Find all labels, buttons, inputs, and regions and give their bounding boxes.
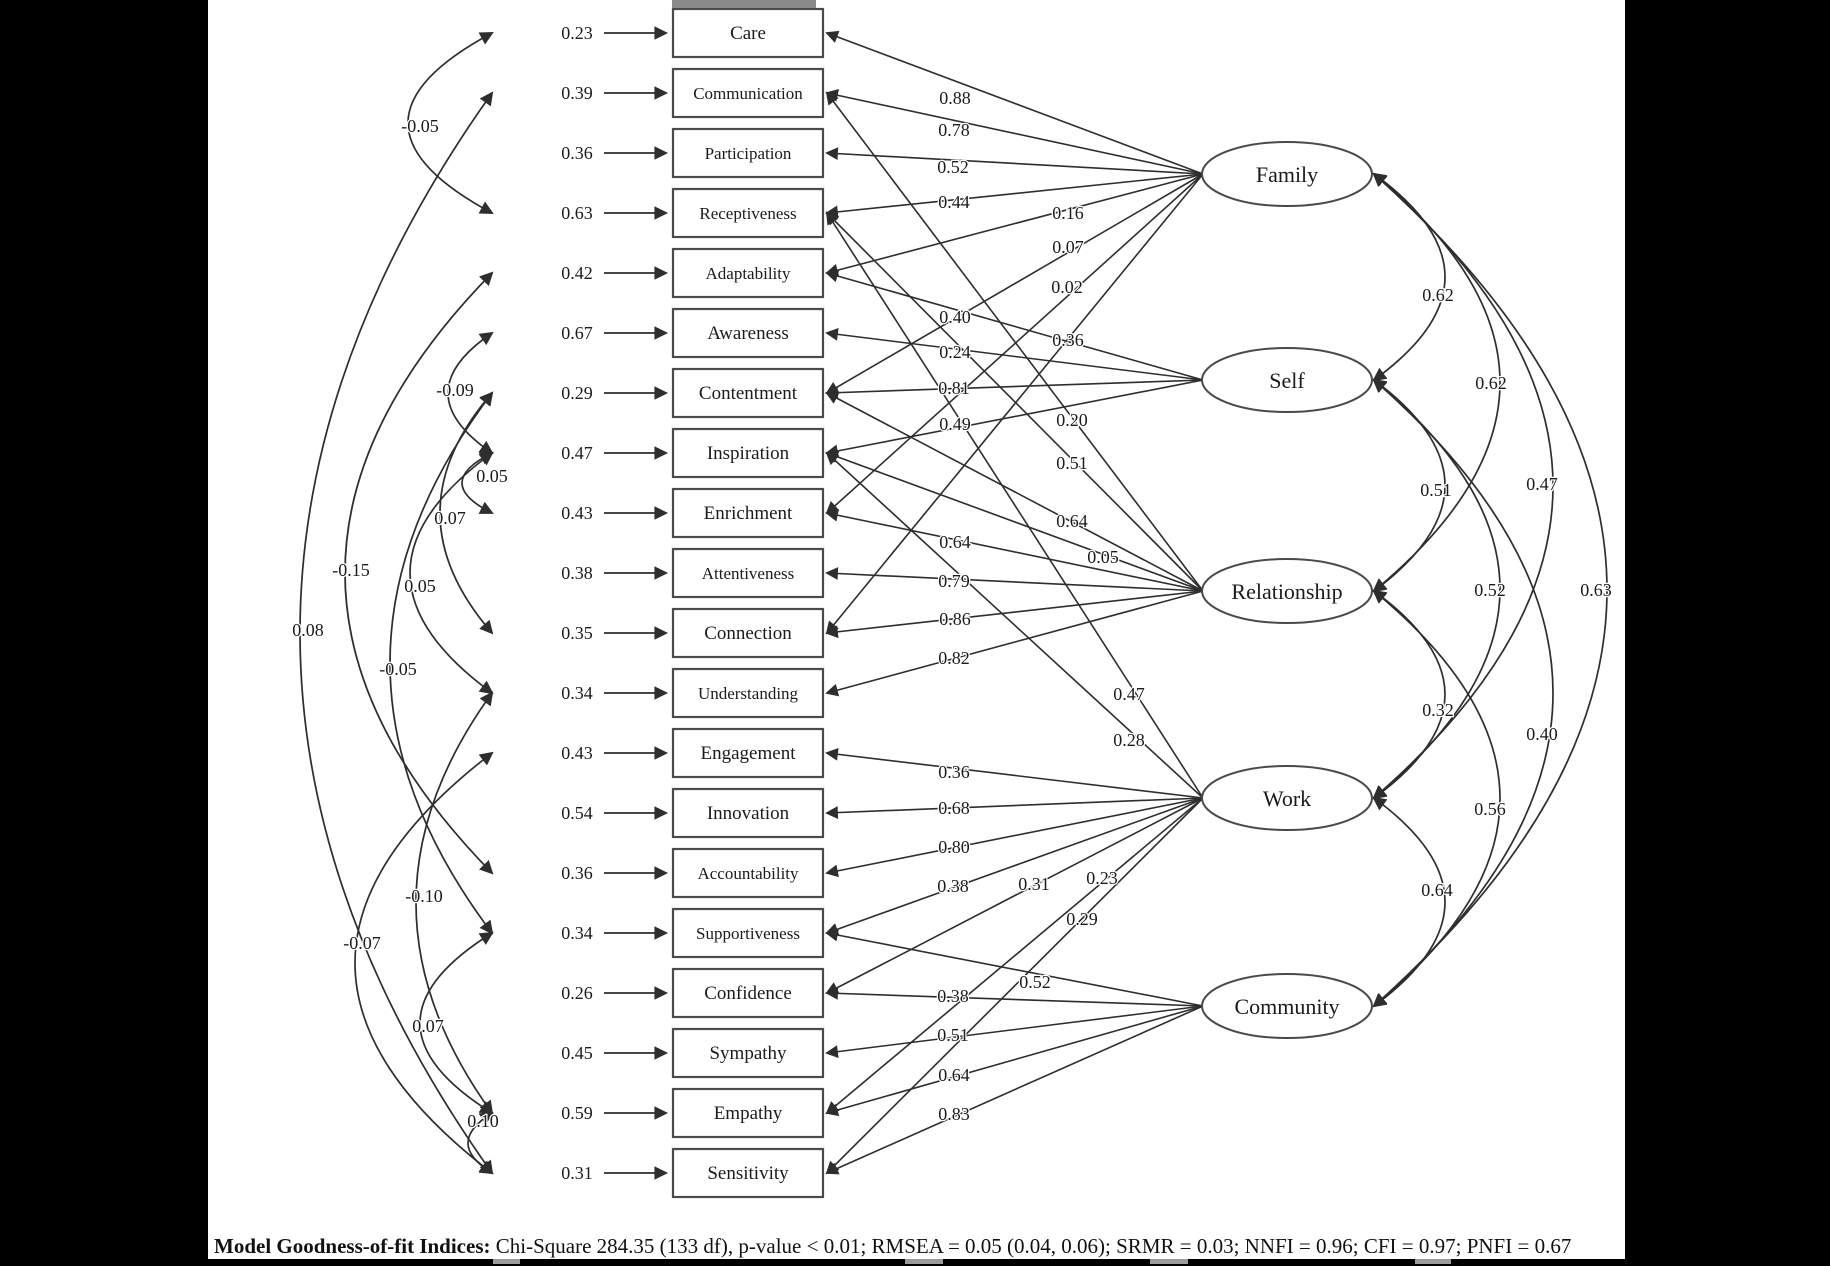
observed-variable-label: Empathy: [713, 1103, 783, 1124]
observed-variable-label: Contentment: [698, 383, 798, 404]
error-covariance-value: -0.09: [436, 380, 474, 400]
factor-loading-value: 0.16: [1052, 203, 1084, 223]
band-notch: [1150, 1259, 1188, 1264]
factor-loading-arrow: [827, 591, 1203, 633]
observed-variable-label: Sensitivity: [707, 1163, 789, 1184]
factor-loading-arrow: [827, 273, 1203, 380]
error-variance-value: 0.31: [561, 1163, 593, 1183]
error-variance-value: 0.35: [561, 623, 593, 643]
observed-variable-label: Enrichment: [703, 503, 793, 524]
observed-variable-label: Attentiveness: [701, 564, 795, 583]
factor-loading-arrow: [827, 174, 1203, 513]
factor-loading-arrow: [827, 153, 1203, 174]
factor-loading-value: 0.38: [937, 986, 969, 1006]
observed-variable-label: Understanding: [697, 684, 799, 703]
factor-loading-arrow: [827, 798, 1203, 993]
factor-loading-value: 0.64: [938, 1065, 970, 1085]
factor-loading-arrow: [827, 93, 1203, 174]
band-notch: [1415, 1259, 1451, 1264]
factor-loading-value: 0.78: [938, 120, 970, 140]
error-variance-value: 0.26: [561, 983, 593, 1003]
latent-variable-label: Self: [1269, 368, 1305, 393]
error-variance-value: 0.67: [561, 323, 593, 343]
error-variance-value: 0.43: [561, 743, 593, 763]
error-variance-value: 0.34: [561, 683, 593, 703]
error-covariance-value: -0.05: [379, 659, 417, 679]
observed-variable-label: Sympathy: [709, 1043, 787, 1064]
error-covariance-value: -0.10: [405, 886, 443, 906]
factor-loading-value: 0.44: [938, 192, 970, 212]
caption-lead: Model Goodness-of-fit Indices:: [214, 1234, 491, 1258]
error-variance-value: 0.59: [561, 1103, 593, 1123]
letterbox-left: [0, 0, 208, 1266]
factor-loading-value: 0.51: [1056, 453, 1088, 473]
error-covariance-value: 0.08: [292, 620, 324, 640]
latent-correlation-value: 0.63: [1580, 580, 1612, 600]
factor-loading-value: 0.47: [1113, 684, 1145, 704]
latent-variable-label: Family: [1255, 162, 1319, 187]
latent-correlation-value: 0.62: [1475, 373, 1507, 393]
error-variance-value: 0.23: [561, 23, 593, 43]
factor-loading-value: 0.29: [1066, 909, 1098, 929]
caption-rest: Chi-Square 284.35 (133 df), p-value < 0.01; RMSEA = 0.05 (0.04, 0.06); SRMR = 0.03; NNFI = 0.96; CFI = 0.97; PNFI = 0.67: [490, 1234, 1572, 1258]
factor-loading-arrow: [827, 798, 1203, 873]
error-covariance-value: -0.05: [401, 116, 439, 136]
factor-loading-value: 0.23: [1086, 868, 1118, 888]
factor-loading-value: 0.28: [1113, 730, 1145, 750]
factor-loading-value: 0.79: [938, 571, 970, 591]
factor-loading-arrow: [827, 573, 1203, 591]
factor-loading-arrow: [827, 333, 1203, 380]
bottom-band: [0, 1259, 1830, 1266]
latent-correlation-value: 0.51: [1420, 480, 1452, 500]
observed-variable-label: Adaptability: [705, 264, 791, 283]
cropped-top-strip: [672, 0, 816, 8]
error-variance-value: 0.63: [561, 203, 593, 223]
factor-loading-value: 0.64: [1056, 511, 1088, 531]
error-variance-value: 0.38: [561, 563, 593, 583]
error-covariance-value: 0.05: [476, 466, 508, 486]
factor-loading-value: 0.49: [939, 414, 971, 434]
error-variance-value: 0.45: [561, 1043, 593, 1063]
band-notch: [905, 1259, 943, 1264]
observed-variable-label: Communication: [693, 84, 803, 103]
latent-variable-label: Relationship: [1231, 579, 1343, 604]
factor-loading-value: 0.40: [939, 307, 971, 327]
factor-loading-value: 0.24: [939, 342, 971, 362]
factor-loading-value: 0.07: [1052, 237, 1084, 257]
observed-variable-label: Supportiveness: [696, 924, 800, 943]
factor-loading-value: 0.36: [1052, 330, 1084, 350]
error-variance-value: 0.54: [561, 803, 593, 823]
factor-loading-arrow: [827, 453, 1203, 591]
observed-variable-label: Engagement: [700, 743, 796, 764]
letterbox-right: [1625, 0, 1830, 1266]
factor-loading-value: 0.20: [1056, 410, 1088, 430]
factor-loading-arrow: [827, 393, 1203, 591]
band-notch: [493, 1259, 520, 1264]
latent-correlation-value: 0.64: [1421, 880, 1453, 900]
factor-loading-value: 0.52: [937, 157, 969, 177]
latent-correlation-value: 0.52: [1474, 580, 1506, 600]
factor-loading-value: 0.31: [1018, 874, 1050, 894]
latent-correlation-value: 0.62: [1422, 285, 1454, 305]
error-covariance-value: 0.10: [467, 1111, 499, 1131]
error-variance-value: 0.34: [561, 923, 593, 943]
observed-variable-label: Accountability: [697, 864, 799, 883]
error-variance-value: 0.36: [561, 143, 593, 163]
factor-loading-arrow: [827, 1006, 1203, 1053]
factor-loading-arrow: [827, 93, 1203, 591]
factor-loading-arrow: [827, 1006, 1203, 1113]
factor-loading-value: 0.38: [937, 876, 969, 896]
error-variance-value: 0.36: [561, 863, 593, 883]
latent-correlation-value: 0.32: [1422, 700, 1454, 720]
error-covariance-value: -0.07: [343, 933, 381, 953]
error-covariance-path: [410, 453, 492, 693]
factor-loading-value: 0.83: [938, 1104, 970, 1124]
factor-loading-arrow: [827, 798, 1203, 1173]
goodness-of-fit-caption: [214, 1234, 1622, 1259]
factor-loading-value: 0.51: [937, 1025, 969, 1045]
factor-loading-arrow: [827, 798, 1203, 1113]
factor-loading-arrow: [827, 213, 1203, 591]
error-variance-value: 0.47: [561, 443, 593, 463]
observed-variable-label: Innovation: [706, 803, 790, 824]
factor-loading-value: 0.52: [1019, 972, 1051, 992]
factor-loading-arrow: [827, 1006, 1203, 1173]
factor-loading-arrow: [827, 798, 1203, 813]
observed-variable-label: Care: [730, 23, 766, 44]
observed-variable-label: Confidence: [704, 983, 792, 1004]
error-covariance-value: 0.05: [404, 576, 436, 596]
error-covariance-path: [300, 93, 492, 1173]
factor-loading-arrow: [827, 174, 1203, 273]
error-variance-value: 0.29: [561, 383, 593, 403]
factor-loading-arrow: [827, 798, 1203, 933]
latent-correlation-value: 0.47: [1526, 474, 1558, 494]
factor-loading-arrow: [827, 753, 1203, 798]
latent-correlation-value: 0.40: [1526, 724, 1558, 744]
factor-loading-arrow: [827, 513, 1203, 591]
error-variance-value: 0.42: [561, 263, 593, 283]
observed-variable-label: Connection: [704, 623, 792, 644]
factor-loading-value: 0.80: [938, 837, 970, 857]
error-variance-value: 0.39: [561, 83, 593, 103]
factor-loading-value: 0.86: [939, 609, 971, 629]
error-covariance-value: -0.15: [332, 560, 370, 580]
factor-loading-value: 0.82: [938, 648, 970, 668]
observed-variable-label: Receptiveness: [699, 204, 797, 223]
latent-variable-label: Community: [1234, 994, 1340, 1019]
factor-loading-value: 0.05: [1087, 547, 1119, 567]
factor-loading-arrow: [827, 33, 1203, 174]
factor-loading-value: 0.36: [938, 762, 970, 782]
factor-loading-value: 0.68: [938, 798, 970, 818]
factor-loading-arrow: [827, 174, 1203, 633]
latent-correlation-value: 0.56: [1474, 799, 1506, 819]
error-variance-value: 0.43: [561, 503, 593, 523]
observed-variable-label: Inspiration: [706, 443, 790, 464]
factor-loading-value: 0.02: [1051, 277, 1083, 297]
factor-loading-value: 0.88: [939, 88, 971, 108]
factor-loading-value: 0.64: [939, 532, 971, 552]
factor-loading-arrow: [827, 591, 1203, 693]
error-covariance-value: 0.07: [434, 508, 466, 528]
observed-variable-label: Awareness: [707, 323, 789, 344]
latent-variable-label: Work: [1262, 786, 1312, 811]
factor-loading-value: 0.81: [938, 378, 970, 398]
observed-variable-label: Participation: [704, 144, 792, 163]
error-covariance-value: 0.07: [412, 1016, 444, 1036]
